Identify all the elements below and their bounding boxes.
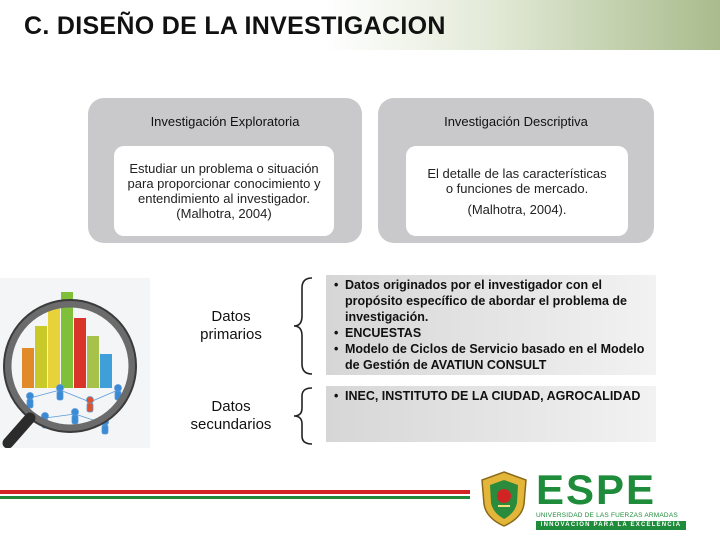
card-descriptive-header: Investigación Descriptiva xyxy=(444,114,588,129)
card-descriptive-body xyxy=(406,146,628,236)
label-secondary-data xyxy=(176,398,286,434)
espe-logo-tagline: INNOVACIÓN PARA LA EXCELENCIA xyxy=(536,521,686,530)
espe-logo-subtitle: UNIVERSIDAD DE LAS FUERZAS ARMADAS xyxy=(536,512,678,519)
card-exploratory-line: Estudiar un problema o situación xyxy=(129,161,319,176)
card-exploratory-line: (Malhotra, 2004) xyxy=(176,206,272,221)
footer-line-green xyxy=(0,496,470,499)
primary-data-box xyxy=(326,275,656,375)
university-emblem-icon xyxy=(478,470,530,528)
brace-primary-icon xyxy=(292,276,316,376)
brace-secondary-icon xyxy=(292,386,316,446)
label-primary-data xyxy=(176,308,286,344)
footer-line-red xyxy=(0,490,470,494)
magnifying-glass-icon xyxy=(0,278,150,448)
label-secondary-line: Datos xyxy=(211,398,251,415)
card-exploratory-header: Investigación Exploratoria xyxy=(150,114,300,129)
list-item: • Modelo de Ciclos de Servicio basado en el Modelo de Gestión de AVATIUN CONSULT xyxy=(334,341,650,373)
list-item: • INEC, INSTITUTO DE LA CIUDAD, AGROCALIDAD xyxy=(334,388,650,404)
card-exploratory-line: entendimiento al investigador. xyxy=(137,191,310,206)
espe-logo-word: ESPE xyxy=(536,466,657,513)
list-item: • ENCUESTAS xyxy=(334,325,650,341)
card-exploratory-body xyxy=(114,146,334,236)
card-descriptive-line: (Malhotra, 2004). xyxy=(467,201,567,217)
page-title: C. DISEÑO DE LA INVESTIGACION xyxy=(24,12,446,40)
card-descriptive-line: o funciones de mercado. xyxy=(445,180,589,196)
secondary-data-box xyxy=(326,386,656,442)
card-exploratory-line: para proporcionar conocimiento y xyxy=(127,176,321,191)
label-primary-line: primarios xyxy=(200,326,262,343)
label-primary-line: Datos xyxy=(211,308,251,325)
list-item: • Datos originados por el investigador con el propósito específico de abordar el problema de investigación. xyxy=(334,277,650,325)
label-secondary-line: secundarios xyxy=(190,416,272,433)
card-descriptive-line: El detalle de las características xyxy=(427,165,607,181)
